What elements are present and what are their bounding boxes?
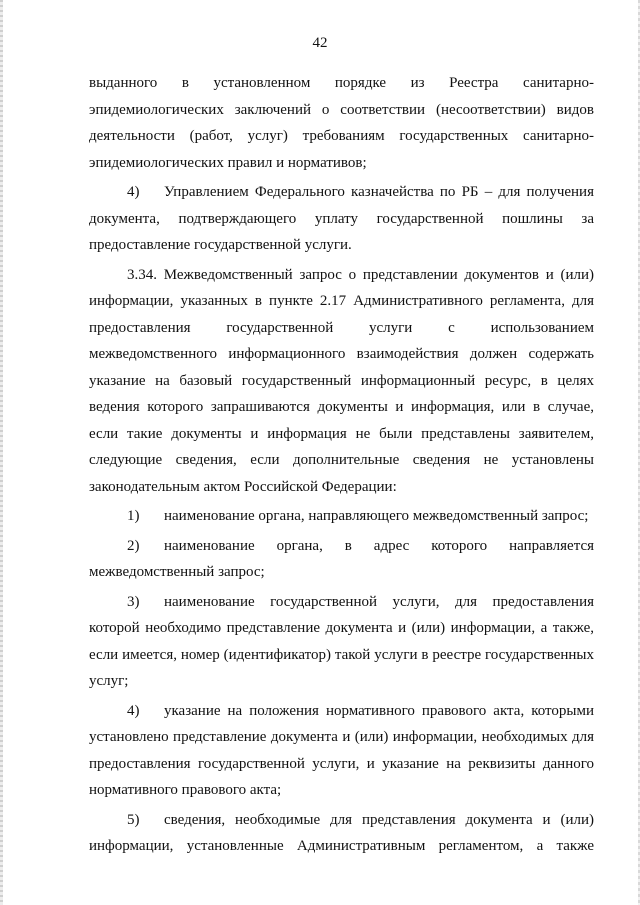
list-item-text: наименование органа, в адрес которого направляется межведомственный запрос;	[89, 537, 594, 580]
list-item-3	[89, 589, 594, 695]
list-item-number: 4)	[127, 702, 140, 719]
list-item-text: Управлением Федерального казначейства по РБ – для получения документа, подтверждающего уплату государственной пошлины за предоставление государственной услуги.	[89, 184, 594, 253]
list-item-number: 1)	[127, 508, 140, 524]
paragraph-continuation: выданного в установленном порядке из Реестра санитарно-эпидемиологических заключений о соответствии (несоответствии) видов деятельности (работ, услуг) требованиям государственных санитарно-эпидемиологических правил и нормативов;	[89, 75, 594, 171]
body-text	[89, 70, 594, 860]
list-item-5	[89, 807, 594, 860]
list-item-text: наименование органа, направляющего межведомственный запрос;	[164, 508, 589, 524]
page-number: 42	[312, 35, 328, 51]
list-item-4	[89, 698, 594, 804]
list-item-4-treasury	[89, 179, 594, 259]
list-item-number: 4)	[127, 184, 140, 200]
scan-edge-left	[0, 0, 3, 905]
list-item-1	[89, 503, 594, 530]
list-item-text: указание на положения нормативного правового акта, которыми установлено представление документа и (или) информации, необходимых для предоставления государственной услуги, и указание на реквизиты данного нормативного правового акта;	[89, 702, 594, 798]
paragraph-3-34: 3.34. Межведомственный запрос о представлении документов и (или) информации, указанных в пункте 2.17 Административного регламента, для предоставления государственной услуги с использованием межведомственного информационного взаимодействия должен содержать указание на базовый государственный информационный ресурс, в целях ведения которого запрашиваются документы и информация, или в случае, если такие документы и информация не были представлены заявителем, следующие сведения, если дополнительные сведения не установлены законодательным актом Российской Федерации:	[89, 266, 594, 495]
list-item-text: наименование государственной услуги, для предоставления которой необходимо представление документа и (или) информации, а также, если имеется, номер (идентификатор) такой услуги в реестре государственных услуг;	[89, 593, 594, 689]
list-item-number: 5)	[127, 811, 140, 828]
list-item-number: 2)	[127, 537, 140, 554]
list-item-number: 3)	[127, 593, 140, 610]
list-item-2	[89, 533, 594, 586]
list-item-text: сведения, необходимые для представления документа и (или) информации, установленные Административным регламентом, а также	[89, 811, 594, 854]
